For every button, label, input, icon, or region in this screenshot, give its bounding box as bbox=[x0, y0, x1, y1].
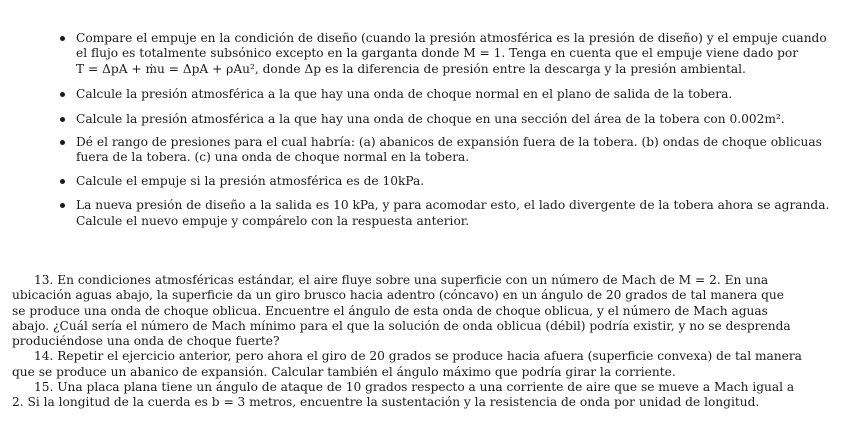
text-line: produciéndose una onda de choque fuerte? bbox=[12, 334, 280, 349]
text-line: Compare el empuje en la condición de diseño (cuando la presión atmosférica es la presión de diseño) y el empuje cuando bbox=[76, 31, 827, 45]
problem-14 bbox=[12, 349, 830, 380]
text-line: 13. En condiciones atmosféricas estándar, el aire fluye sobre una superficie con un número de Mach de M = 2. En una bbox=[34, 273, 769, 287]
text-line: Calcule el empuje si la presión atmosférica es de 10kPa. bbox=[76, 173, 425, 188]
problem-15 bbox=[12, 380, 830, 411]
text-line: 15. Una placa plana tiene un ángulo de ataque de 10 grados respecto a una corriente de aire que se mueve a Mach igual a bbox=[34, 380, 795, 395]
bullet-item bbox=[60, 87, 830, 102]
text-line: Calcule la presión atmosférica a la que hay una onda de choque normal en el plano de salida de la tobera. bbox=[76, 87, 733, 102]
text-line: abajo. ¿Cuál sería el número de Mach mínimo para el que la solución de onda oblicua (débil) podría existir, y no se desprenda bbox=[12, 318, 791, 333]
bullet-marker bbox=[60, 36, 65, 41]
text-line: ubicación aguas abajo, la superficie da un giro brusco hacia adentro (cóncavo) en un ángulo de 20 grados de tal manera que bbox=[12, 288, 784, 303]
bullet-list bbox=[60, 31, 830, 237]
text-line: fuera de la tobera. (c) una onda de choque normal en la tobera. bbox=[76, 150, 470, 165]
text-line: 14. Repetir el ejercicio anterior, pero ahora el giro de 20 grados se produce hacia afuera (superficie convexa) de tal manera bbox=[34, 349, 802, 364]
problem-13 bbox=[12, 273, 830, 349]
text-line: el flujo es totalmente subsónico excepto en la garganta donde M = 1. Tenga en cuenta que el empuje viene dado por bbox=[76, 46, 799, 61]
problem-list bbox=[12, 273, 830, 411]
text-line: Calcule la presión atmosférica a la que hay una onda de choque en una sección del área de la tobera con 0.002m². bbox=[76, 111, 785, 126]
bullet-item bbox=[60, 112, 830, 127]
bullet-marker bbox=[60, 179, 65, 184]
text-line: 2. Si la longitud de la cuerda es b = 3 metros, encuentre la sustentación y la resistencia de onda por unidad de longitud. bbox=[12, 395, 760, 410]
text-line: La nueva presión de diseño a la salida es 10 kPa, y para acomodar esto, el lado divergente de la tobera ahora se agranda. bbox=[76, 198, 830, 213]
bullet-marker bbox=[60, 117, 65, 122]
text-line: que se produce un abanico de expansión. Calcular también el ángulo máximo que podría girar la corriente. bbox=[12, 364, 676, 379]
text-line: Dé el rango de presiones para el cual habría: (a) abanicos de expansión fuera de la tobera. (b) ondas de choque oblicuas bbox=[76, 135, 822, 150]
text-line: T = ΔpA + ṁu = ΔpA + ρAu², donde Δp es la diferencia de presión entre la descarga y la presión ambiental. bbox=[76, 61, 746, 76]
bullet-marker bbox=[60, 92, 65, 97]
bullet-item bbox=[60, 174, 830, 189]
bullet-item bbox=[60, 198, 830, 229]
text-line: se produce una onda de choque oblicua. Encuentre el ángulo de esta onda de choque oblicua, y el número de Mach aguas bbox=[12, 303, 768, 318]
bullet-item bbox=[60, 135, 830, 166]
bullet-marker bbox=[60, 140, 65, 145]
bullet-marker bbox=[60, 203, 65, 208]
text-line: Calcule el nuevo empuje y compárelo con la respuesta anterior. bbox=[76, 213, 470, 228]
bullet-item bbox=[60, 31, 830, 77]
